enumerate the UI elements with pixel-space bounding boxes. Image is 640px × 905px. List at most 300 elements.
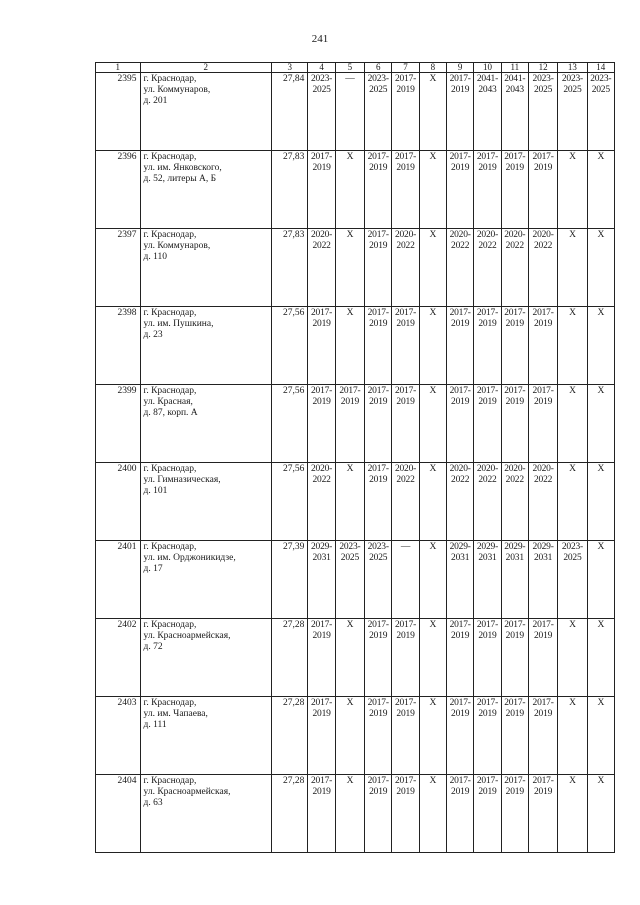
period-cell-8	[419, 463, 446, 541]
address-line: д. 110	[143, 252, 167, 262]
address-line: ул. им. Чапаева,	[143, 709, 208, 719]
table-row	[96, 385, 615, 463]
period-cell-7	[392, 463, 419, 541]
period-text: 2022	[451, 475, 470, 485]
period-text: 2017-	[367, 620, 389, 630]
period-text: 2019	[478, 709, 497, 719]
column-header: 10	[474, 63, 501, 73]
value-cell: 27,28	[272, 775, 308, 853]
period-cell-9	[447, 541, 474, 619]
row-number: 2400	[96, 463, 141, 541]
table-row	[96, 151, 615, 229]
period-text: 2017-	[449, 74, 471, 84]
period-cell-6	[365, 775, 392, 853]
period-cell-7	[392, 307, 419, 385]
period-cell-9	[447, 229, 474, 307]
table-row	[96, 307, 615, 385]
period-text: 2017-	[310, 698, 333, 708]
period-text: Х	[429, 230, 437, 240]
period-cell-14	[587, 73, 614, 151]
period-text: 2031	[534, 553, 553, 563]
period-cell-10	[474, 541, 501, 619]
period-text: Х	[597, 542, 605, 552]
address-line: г. Краснодар,	[143, 308, 197, 318]
value-cell: 27,28	[272, 619, 308, 697]
table-row	[96, 775, 615, 853]
period-cell-12	[528, 775, 557, 853]
period-text: 2017-	[504, 698, 526, 708]
period-text: 2017-	[532, 776, 554, 786]
period-text: 2019	[534, 631, 553, 641]
period-text: 2023-	[367, 74, 389, 84]
period-cell-13	[558, 541, 587, 619]
period-text: 2019	[369, 787, 388, 797]
period-text: 2019	[505, 631, 524, 641]
period-text: 2017-	[394, 776, 417, 786]
period-cell-5	[335, 73, 364, 151]
period-text: Х	[429, 698, 437, 708]
period-text: 2019	[369, 241, 388, 251]
period-cell-6	[365, 307, 392, 385]
address-line: д. 101	[143, 486, 168, 496]
period-cell-14	[587, 463, 614, 541]
table-row	[96, 619, 615, 697]
period-text: 2029-	[310, 542, 333, 552]
period-cell-10	[474, 775, 501, 853]
table-body	[96, 63, 615, 853]
period-text: Х	[597, 308, 605, 318]
period-text: 2020-	[394, 464, 417, 474]
address-line: д. 52, литеры А, Б	[143, 174, 217, 184]
period-text: 2017-	[394, 152, 417, 162]
period-text: Х	[346, 308, 354, 318]
period-text: 2019	[534, 163, 553, 173]
address-line: г. Краснодар,	[143, 464, 197, 474]
period-text: 2019	[312, 397, 331, 407]
period-text: 2017-	[394, 308, 417, 318]
period-text: 2029-	[532, 542, 554, 552]
period-text: Х	[346, 464, 354, 474]
period-text: 2022	[396, 475, 415, 485]
period-text: 2020-	[310, 464, 333, 474]
period-text: 2041-	[476, 74, 499, 84]
period-text: 2017-	[367, 152, 389, 162]
period-cell-8	[419, 307, 446, 385]
period-text: 2023-	[561, 542, 584, 552]
period-text: 2017-	[449, 776, 471, 786]
period-text: 2017-	[532, 620, 554, 630]
value-cell: 27,28	[272, 697, 308, 775]
period-text: 2025	[369, 553, 388, 563]
period-cell-7	[392, 775, 419, 853]
period-cell-9	[447, 151, 474, 229]
address-line: д. 63	[143, 798, 163, 808]
period-cell-6	[365, 385, 392, 463]
period-cell-4	[308, 151, 335, 229]
row-number: 2398	[96, 307, 141, 385]
period-text: 2041-	[504, 74, 526, 84]
period-cell-11	[501, 73, 528, 151]
column-header: 8	[419, 63, 446, 73]
period-cell-5	[335, 541, 364, 619]
period-cell-4	[308, 775, 335, 853]
period-text: 2019	[451, 397, 470, 407]
period-cell-13	[558, 697, 587, 775]
period-text: 2019	[505, 709, 524, 719]
period-text: 2023-	[310, 74, 333, 84]
period-text: 2019	[369, 397, 388, 407]
period-cell-11	[501, 307, 528, 385]
period-text: 2019	[451, 319, 470, 329]
period-cell-10	[474, 307, 501, 385]
period-cell-10	[474, 385, 501, 463]
period-cell-12	[528, 385, 557, 463]
period-cell-10	[474, 463, 501, 541]
period-text: Х	[597, 464, 605, 474]
period-cell-12	[528, 541, 557, 619]
column-header: 2	[140, 63, 272, 73]
period-cell-12	[528, 73, 557, 151]
period-cell-11	[501, 229, 528, 307]
period-text: 2017-	[310, 776, 333, 786]
period-cell-10	[474, 151, 501, 229]
period-text: 2020-	[310, 230, 333, 240]
period-text: 2017-	[394, 74, 417, 84]
period-cell-5	[335, 151, 364, 229]
address-cell	[140, 619, 272, 697]
period-text: 2017-	[310, 308, 333, 318]
period-text: 2029-	[449, 542, 471, 552]
period-cell-8	[419, 151, 446, 229]
row-number: 2397	[96, 229, 141, 307]
period-text: Х	[569, 464, 576, 474]
address-line: г. Краснодар,	[143, 74, 197, 84]
period-text: 2019	[505, 397, 524, 407]
period-cell-10	[474, 697, 501, 775]
period-text: 2022	[312, 475, 331, 485]
period-text: Х	[346, 230, 354, 240]
period-text: Х	[429, 776, 437, 786]
period-text: Х	[597, 776, 605, 786]
period-cell-8	[419, 619, 446, 697]
period-text: 2017-	[476, 620, 499, 630]
period-text: 2019	[534, 709, 553, 719]
period-cell-9	[447, 307, 474, 385]
period-text: 2019	[369, 319, 388, 329]
period-text: 2023-	[590, 74, 612, 84]
period-text: 2019	[478, 319, 497, 329]
period-text: 2022	[534, 475, 553, 485]
period-text: 2019	[478, 631, 497, 641]
column-header: 11	[501, 63, 528, 73]
period-text: 2017-	[532, 386, 554, 396]
period-cell-7	[392, 697, 419, 775]
period-text: 2019	[312, 631, 331, 641]
period-text: 2020-	[532, 464, 554, 474]
row-number: 2396	[96, 151, 141, 229]
period-cell-4	[308, 307, 335, 385]
period-text: 2025	[591, 85, 610, 95]
period-text: 2019	[534, 319, 553, 329]
address-line: г. Краснодар,	[143, 698, 197, 708]
address-line: ул. им. Орджоникидзе,	[143, 553, 236, 563]
table-row	[96, 73, 615, 151]
period-text: 2019	[369, 163, 388, 173]
value-cell: 27,56	[272, 307, 308, 385]
period-cell-4	[308, 229, 335, 307]
period-cell-13	[558, 619, 587, 697]
period-text: 2019	[478, 787, 497, 797]
period-text: 2022	[478, 475, 497, 485]
column-header: 12	[528, 63, 557, 73]
table-row	[96, 697, 615, 775]
period-text: 2017-	[367, 776, 389, 786]
period-cell-6	[365, 73, 392, 151]
address-line: д. 87, корп. А	[143, 408, 198, 418]
period-text: 2031	[312, 553, 331, 563]
period-text: —	[345, 74, 355, 84]
period-text: 2019	[312, 163, 331, 173]
period-text: 2019	[478, 397, 497, 407]
period-text: Х	[429, 542, 437, 552]
period-text: 2019	[369, 709, 388, 719]
period-text: Х	[597, 230, 605, 240]
address-cell	[140, 697, 272, 775]
period-text: 2017-	[394, 386, 417, 396]
address-line: ул. Коммунаров,	[143, 241, 211, 251]
period-cell-12	[528, 229, 557, 307]
period-text: 2031	[505, 553, 524, 563]
period-text: 2025	[340, 553, 359, 563]
period-text: Х	[569, 698, 576, 708]
period-text: Х	[569, 152, 576, 162]
column-header-row	[96, 63, 615, 73]
address-line: д. 23	[143, 330, 163, 340]
address-line: ул. Коммунаров,	[143, 85, 211, 95]
row-number: 2401	[96, 541, 141, 619]
page-number: 241	[311, 33, 329, 45]
address-cell	[140, 775, 272, 853]
address-line: г. Краснодар,	[143, 542, 197, 552]
period-text: 2019	[451, 787, 470, 797]
period-cell-14	[587, 697, 614, 775]
table-row	[96, 229, 615, 307]
value-cell: 27,56	[272, 385, 308, 463]
period-cell-10	[474, 619, 501, 697]
period-cell-4	[308, 463, 335, 541]
period-cell-9	[447, 73, 474, 151]
period-text: 2017-	[367, 308, 389, 318]
period-text: 2019	[396, 397, 415, 407]
period-text: Х	[429, 308, 437, 318]
row-number: 2403	[96, 697, 141, 775]
period-cell-7	[392, 385, 419, 463]
period-text: 2020-	[504, 230, 526, 240]
period-text: 2017-	[476, 152, 499, 162]
address-line: д. 201	[143, 96, 168, 106]
period-cell-4	[308, 619, 335, 697]
period-text: 2019	[534, 787, 553, 797]
period-cell-7	[392, 619, 419, 697]
period-text: 2019	[396, 85, 415, 95]
period-text: 2017-	[449, 308, 471, 318]
period-cell-11	[501, 385, 528, 463]
period-text: 2017-	[532, 698, 554, 708]
period-cell-14	[587, 385, 614, 463]
address-line: г. Краснодар,	[143, 152, 197, 162]
period-cell-5	[335, 697, 364, 775]
period-text: 2019	[451, 85, 470, 95]
period-text: 2017-	[394, 620, 417, 630]
period-cell-6	[365, 463, 392, 541]
period-text: Х	[597, 386, 605, 396]
column-header: 7	[392, 63, 419, 73]
address-cell	[140, 73, 272, 151]
value-cell: 27,83	[272, 151, 308, 229]
period-text: 2017-	[504, 620, 526, 630]
period-cell-8	[419, 229, 446, 307]
period-cell-5	[335, 307, 364, 385]
period-text: 2020-	[449, 230, 471, 240]
period-text: 2029-	[504, 542, 526, 552]
period-cell-13	[558, 307, 587, 385]
address-cell	[140, 463, 272, 541]
period-cell-14	[587, 229, 614, 307]
period-cell-9	[447, 697, 474, 775]
period-text: 2019	[451, 709, 470, 719]
period-text: Х	[569, 230, 576, 240]
address-line: ул. Гимназическая,	[143, 475, 221, 485]
period-text: 2022	[312, 241, 331, 251]
period-text: 2022	[505, 241, 524, 251]
period-text: 2017-	[532, 308, 554, 318]
period-text: 2022	[396, 241, 415, 251]
period-cell-9	[447, 775, 474, 853]
row-number: 2402	[96, 619, 141, 697]
address-line: д. 72	[143, 642, 163, 652]
period-cell-4	[308, 697, 335, 775]
period-text: 2017-	[504, 152, 526, 162]
period-cell-4	[308, 73, 335, 151]
period-cell-7	[392, 541, 419, 619]
period-text: 2025	[563, 85, 582, 95]
period-text: Х	[569, 308, 576, 318]
period-cell-12	[528, 307, 557, 385]
address-cell	[140, 229, 272, 307]
period-cell-12	[528, 463, 557, 541]
period-text: 2017-	[449, 620, 471, 630]
period-text: 2043	[478, 85, 497, 95]
address-line: д. 111	[143, 720, 167, 730]
period-cell-8	[419, 697, 446, 775]
period-text: Х	[429, 152, 437, 162]
period-cell-8	[419, 73, 446, 151]
period-cell-10	[474, 229, 501, 307]
period-text: 2020-	[504, 464, 526, 474]
period-text: 2019	[396, 319, 415, 329]
address-line: г. Краснодар,	[143, 230, 197, 240]
period-cell-6	[365, 697, 392, 775]
address-line: ул. Красноармейская,	[143, 631, 231, 641]
period-text: 2019	[451, 163, 470, 173]
period-text: Х	[429, 386, 437, 396]
period-text: 2017-	[367, 230, 389, 240]
period-cell-11	[501, 775, 528, 853]
period-text: Х	[569, 386, 576, 396]
period-text: 2023-	[339, 542, 361, 552]
period-text: 2031	[451, 553, 470, 563]
period-text: 2017-	[504, 308, 526, 318]
period-cell-7	[392, 229, 419, 307]
period-text: 2019	[396, 709, 415, 719]
period-text: 2025	[312, 85, 331, 95]
period-cell-8	[419, 775, 446, 853]
period-text: 2019	[312, 319, 331, 329]
period-text: 2017-	[394, 698, 417, 708]
period-cell-14	[587, 775, 614, 853]
table-row	[96, 463, 615, 541]
column-header: 4	[308, 63, 335, 73]
period-cell-4	[308, 385, 335, 463]
period-cell-9	[447, 463, 474, 541]
period-text: 2019	[451, 631, 470, 641]
period-cell-11	[501, 697, 528, 775]
column-header: 13	[558, 63, 587, 73]
period-text: 2023-	[532, 74, 554, 84]
address-line: г. Краснодар,	[143, 620, 197, 630]
period-text: Х	[429, 74, 437, 84]
column-header: 6	[365, 63, 392, 73]
period-text: 2025	[369, 85, 388, 95]
period-text: 2017-	[339, 386, 361, 396]
period-text: 2020-	[476, 464, 499, 474]
period-text: 2019	[340, 397, 359, 407]
column-header: 9	[447, 63, 474, 73]
period-text: 2019	[478, 163, 497, 173]
period-cell-9	[447, 619, 474, 697]
period-text: 2017-	[449, 152, 471, 162]
period-cell-5	[335, 229, 364, 307]
period-cell-12	[528, 619, 557, 697]
period-text: 2017-	[367, 386, 389, 396]
period-text: 2017-	[476, 776, 499, 786]
period-cell-13	[558, 73, 587, 151]
address-line: ул. Красная,	[143, 397, 193, 407]
period-cell-4	[308, 541, 335, 619]
period-cell-12	[528, 697, 557, 775]
period-text: 2020-	[449, 464, 471, 474]
period-cell-13	[558, 775, 587, 853]
column-header: 1	[96, 63, 141, 73]
period-cell-7	[392, 73, 419, 151]
value-cell: 27,56	[272, 463, 308, 541]
period-text: 2022	[478, 241, 497, 251]
period-text: 2019	[396, 631, 415, 641]
period-text: 2019	[369, 475, 388, 485]
period-cell-13	[558, 463, 587, 541]
period-text: 2043	[505, 85, 524, 95]
period-text: 2019	[369, 631, 388, 641]
column-header: 3	[272, 63, 308, 73]
address-line: ул. им. Янковского,	[143, 163, 222, 173]
period-text: Х	[346, 152, 354, 162]
value-cell: 27,84	[272, 73, 308, 151]
period-text: 2017-	[310, 620, 333, 630]
period-text: 2017-	[310, 152, 333, 162]
period-cell-5	[335, 619, 364, 697]
data-table	[95, 62, 615, 853]
address-line: ул. им. Пушкина,	[143, 319, 214, 329]
